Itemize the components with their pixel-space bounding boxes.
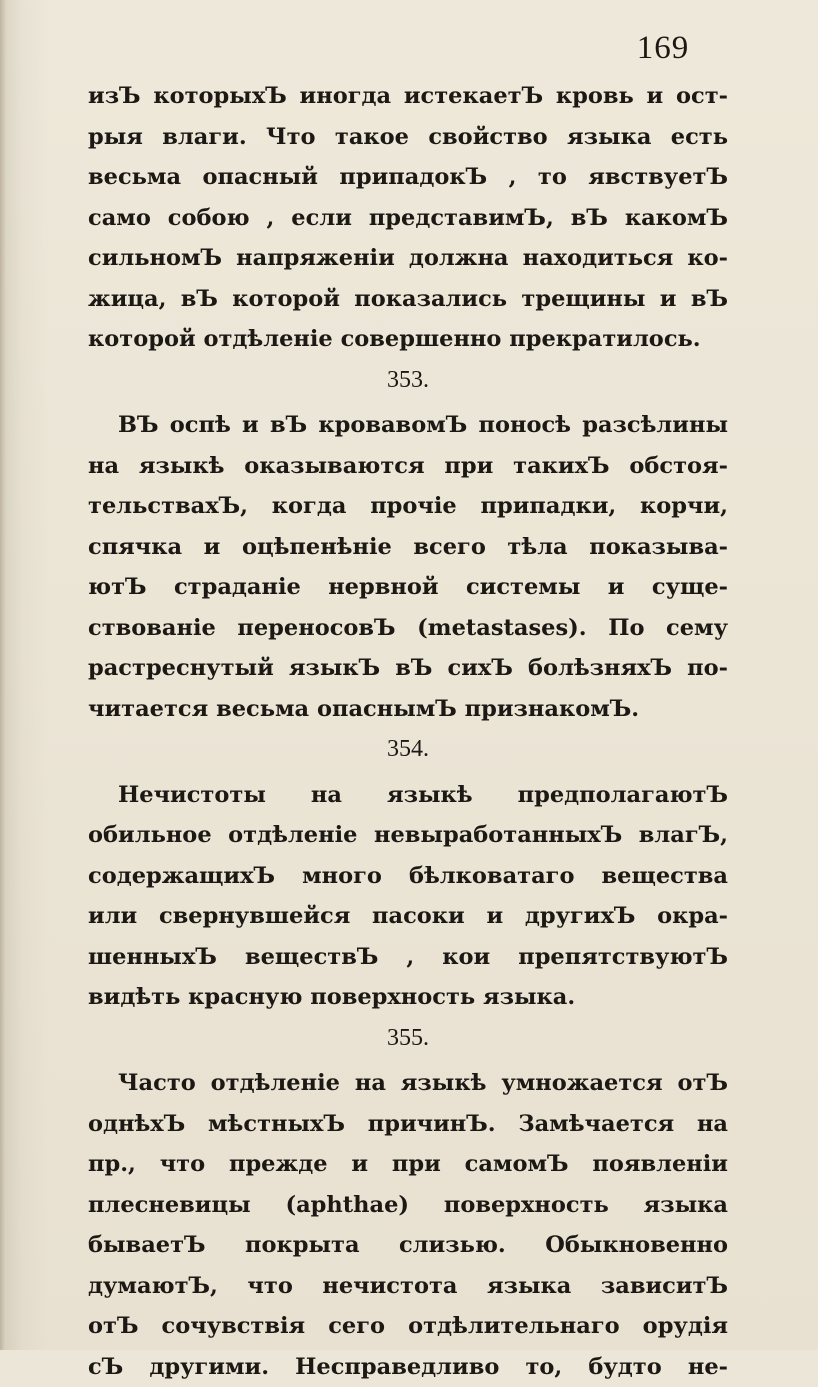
section-number: 353. [88,360,728,401]
text-line: содержащихЪ много бѣлковатаго вещества [88,856,728,897]
text-line: отЪ сочувствія сего отдѣлительнаго орудія [88,1306,728,1347]
text-line: бываетЪ покрыта слизью. Обыкновенно [88,1225,728,1266]
body-text [88,76,728,1387]
text-line: спячка и оцѣпенѣніе всего тѣла показыва- [88,527,728,568]
text-line: обильное отдѣленіе невыработанныхЪ влагЪ, [88,815,728,856]
text-line: тельствахЪ, когда прочіе припадки, корчи, [88,486,728,527]
paragraph-353 [88,405,728,729]
text-line: пр., что прежде и при самомЪ появленіи [88,1144,728,1185]
text-line: ютЪ страданіе нервной системы и суще- [88,567,728,608]
paragraph-continuation [88,76,728,360]
text-line: изЪ которыхЪ иногда истекаетЪ кровь и ост- [88,76,728,117]
text-line: рыя влаги. Что такое свойство языка есть [88,117,728,158]
text-line: которой отдѣленіе совершенно прекратилось. [88,319,728,360]
text-line: растреснутый языкЪ вЪ сихЪ болѣзняхЪ по- [88,648,728,689]
text-line: видѣть красную поверхность языка. [88,977,728,1018]
page-number: 169 [618,30,708,67]
paragraph-355 [88,1063,728,1387]
text-line: однѣхЪ мѣстныхЪ причинЪ. Замѣчается на [88,1104,728,1145]
text-line: плесневицы (aphthae) поверхность языка [88,1185,728,1226]
text-line: ВЪ оспѣ и вЪ кровавомЪ поносѣ разсѣлины [88,405,728,446]
text-line: жица, вЪ которой показались трещины и вЪ [88,279,728,320]
text-line: сильномЪ напряженіи должна находиться ко- [88,238,728,279]
text-line: Часто отдѣленіе на языкѣ умножается отЪ [88,1063,728,1104]
text-line: сЪ другими. Несправедливо то, будто не- [88,1347,728,1387]
paragraph-354 [88,775,728,1018]
section-number: 355. [88,1018,728,1059]
text-line: весьма опасный припадокЪ , то явствуетЪ [88,157,728,198]
text-line: думаютЪ, что нечистота языка зависитЪ [88,1266,728,1307]
text-line: ствованіе переносовЪ (metastases). По сему [88,608,728,649]
text-line: или свернувшейся пасоки и другихЪ окра- [88,896,728,937]
text-line: на языкѣ оказываются при такихЪ обстоя- [88,446,728,487]
section-number: 354. [88,729,728,770]
text-line: шенныхЪ веществЪ , кои препятствуютЪ [88,937,728,978]
text-line: читается весьма опаснымЪ признакомЪ. [88,689,728,730]
page-binding-shadow [0,0,6,1350]
text-line: Нечистоты на языкѣ предполагаютЪ [88,775,728,816]
text-line: само собою , если представимЪ, вЪ какомЪ [88,198,728,239]
